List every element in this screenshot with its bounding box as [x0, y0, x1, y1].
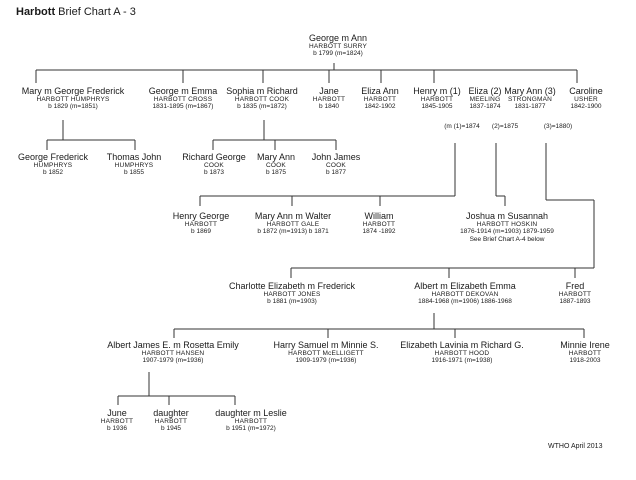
person-dates: b 1873	[204, 169, 224, 177]
person-dates: b 1799 (m=1824)	[313, 50, 363, 58]
person-name: Harry Samuel m Minnie S.	[273, 340, 379, 350]
person-name: Charlotte Elizabeth m Frederick	[228, 281, 356, 291]
person-name: Mary Ann (3)	[504, 86, 556, 96]
person-name: Caroline	[569, 86, 603, 96]
person-thomas-john	[107, 152, 162, 177]
person-minnie-irene	[560, 340, 610, 365]
person-surname: HUMPHRYS	[33, 162, 73, 170]
person-dates: b 1852	[43, 169, 63, 177]
person-surname: HUMPHRYS	[114, 162, 154, 170]
person-dates: b 1877	[326, 169, 346, 177]
person-surname: HARBOTT McELLIGETT	[288, 350, 364, 358]
person-daughter-1945	[153, 408, 189, 433]
person-george-frederick	[18, 152, 88, 177]
person-mary-ann-walter	[255, 211, 331, 236]
person-name: George m Emma	[148, 86, 218, 96]
person-name: daughter	[153, 408, 189, 418]
person-fred	[559, 281, 591, 306]
person-name: Albert James E. m Rosetta Emily	[107, 340, 239, 350]
person-name: Thomas John	[106, 152, 162, 162]
person-richard-george	[182, 152, 246, 177]
person-name: Fred	[565, 281, 585, 291]
person-dates: 1874 -1892	[362, 228, 396, 236]
person-name: Eliza Ann	[361, 86, 399, 96]
person-surname: HARBOTT	[100, 418, 134, 426]
person-surname: HARBOTT	[420, 96, 454, 104]
person-dates: b 1835 (m=1872)	[237, 103, 287, 111]
person-dates: 1845-1905	[421, 103, 453, 111]
marriage-note-1: (m (1)=1874	[444, 123, 480, 130]
person-dates: 1837-1874	[469, 103, 501, 111]
person-name: Minnie Irene	[560, 340, 610, 350]
person-name: Jane	[319, 86, 339, 96]
person-dates: 1884-1968 (m=1906) 1886-1968	[418, 298, 512, 306]
person-george-emma	[149, 86, 218, 111]
person-dates: b 1872 (m=1913) b 1871	[257, 228, 329, 236]
person-name: Mary m George Frederick	[21, 86, 125, 96]
person-surname: HARBOTT	[234, 418, 268, 426]
person-eliza-ann	[361, 86, 399, 111]
person-june	[101, 408, 133, 433]
person-henry	[413, 86, 461, 111]
person-surname: HARBOTT HANSEN	[141, 350, 205, 358]
person-harry-minnie	[273, 340, 378, 365]
person-surname: HARBOTT	[312, 96, 346, 104]
person-surname: HARBOTT HOOD	[434, 350, 490, 358]
person-mary-george-frederick	[22, 86, 125, 111]
person-surname: HARBOTT JONES	[263, 291, 321, 299]
person-dates: 1842-1900	[570, 103, 602, 111]
person-henry-george	[173, 211, 230, 236]
person-surname: COOK	[204, 162, 224, 170]
person-dates: 1909-1979 (m=1936)	[295, 357, 357, 365]
person-dates: b 1875	[266, 169, 286, 177]
person-surname: HARBOTT HOSKIN	[476, 221, 538, 229]
person-dates: b 1936	[107, 425, 127, 433]
chart-title: Harbott Brief Chart A - 3	[16, 6, 136, 18]
person-surname: HARBOTT DEKOVAN	[431, 291, 499, 299]
person-dates: b 1869	[191, 228, 211, 236]
marriage-note-2: (2)=1875	[491, 123, 519, 130]
person-surname: HARBOTT GALE	[266, 221, 320, 229]
person-sophia-richard	[226, 86, 298, 111]
person-surname: HARBOTT	[363, 96, 397, 104]
person-name: Elizabeth Lavinia m Richard G.	[400, 340, 524, 350]
person-dates: b 1945	[161, 425, 181, 433]
person-dates: b 1881 (m=1903)	[267, 298, 317, 306]
person-mary-ann-3	[504, 86, 556, 111]
person-dates: 1907-1979 (m=1936)	[142, 357, 204, 365]
person-dates: 1918-2003	[569, 357, 601, 365]
person-surname: STRONGMAN	[507, 96, 553, 104]
person-name: John James	[311, 152, 361, 162]
person-dates: 1842-1902	[364, 103, 396, 111]
person-name: daughter m Leslie	[215, 408, 287, 418]
person-surname: MEELING	[469, 96, 501, 104]
marriage-note-3: (3)=1880)	[543, 123, 573, 130]
person-name: Mary Ann	[256, 152, 296, 162]
person-john-james	[312, 152, 361, 177]
person-name: Henry m (1)	[413, 86, 461, 96]
chart-credit: WTHO April 2013	[548, 443, 603, 450]
person-jane	[313, 86, 345, 111]
person-dates: b 1951 (m=1972)	[226, 425, 276, 433]
person-name: Albert m Elizabeth Emma	[414, 281, 516, 291]
person-caroline	[569, 86, 603, 111]
person-dates: 1887-1893	[559, 298, 591, 306]
person-surname: HARBOTT COOK	[234, 96, 290, 104]
person-name: George Frederick	[17, 152, 89, 162]
person-surname: HARBOTT	[568, 350, 602, 358]
person-surname: USHER	[574, 96, 598, 104]
person-dates: 1831-1895 (m=1867)	[152, 103, 214, 111]
person-eliza-2	[468, 86, 501, 111]
person-william	[363, 211, 396, 236]
person-name: Henry George	[172, 211, 230, 221]
person-name: Mary Ann m Walter	[254, 211, 332, 221]
person-dates: b 1840	[319, 103, 339, 111]
person-surname: HARBOTT HUMPHRYS	[36, 96, 110, 104]
person-dates: 1831-1877	[514, 103, 546, 111]
person-surname: COOK	[326, 162, 346, 170]
person-daughter-leslie	[215, 408, 287, 433]
person-elizabeth-richard	[400, 340, 524, 365]
person-surname: HARBOTT SURRY	[309, 43, 367, 51]
person-dates: 1876-1914 (m=1903) 1879-1959	[460, 228, 554, 236]
person-name: Eliza (2)	[468, 86, 502, 96]
person-albert-james-rosetta	[107, 340, 239, 365]
person-surname: HARBOTT	[184, 221, 218, 229]
person-name: Sophia m Richard	[226, 86, 298, 96]
person-dates: b 1829 (m=1851)	[48, 103, 98, 111]
person-surname: HARBOTT CROSS	[153, 96, 213, 104]
person-name: George m Ann	[308, 33, 368, 43]
person-surname: HARBOTT	[362, 221, 396, 229]
person-surname: HARBOTT	[154, 418, 188, 426]
person-mary-ann-cook	[257, 152, 295, 177]
person-dates: b 1855	[124, 169, 144, 177]
person-dates: 1916-1971 (m=1938)	[431, 357, 493, 365]
person-charlotte-frederick	[229, 281, 355, 306]
see-chart-note: See Brief Chart A-4 below	[469, 235, 545, 243]
person-george-ann	[309, 33, 367, 58]
person-surname: COOK	[266, 162, 286, 170]
person-name: June	[107, 408, 127, 418]
person-name: Richard George	[182, 152, 246, 162]
person-joshua-susannah	[460, 211, 554, 243]
person-surname: HARBOTT	[558, 291, 592, 299]
person-name: Joshua m Susannah	[465, 211, 549, 221]
person-name: William	[364, 211, 394, 221]
person-albert-elizabeth-emma	[414, 281, 516, 306]
